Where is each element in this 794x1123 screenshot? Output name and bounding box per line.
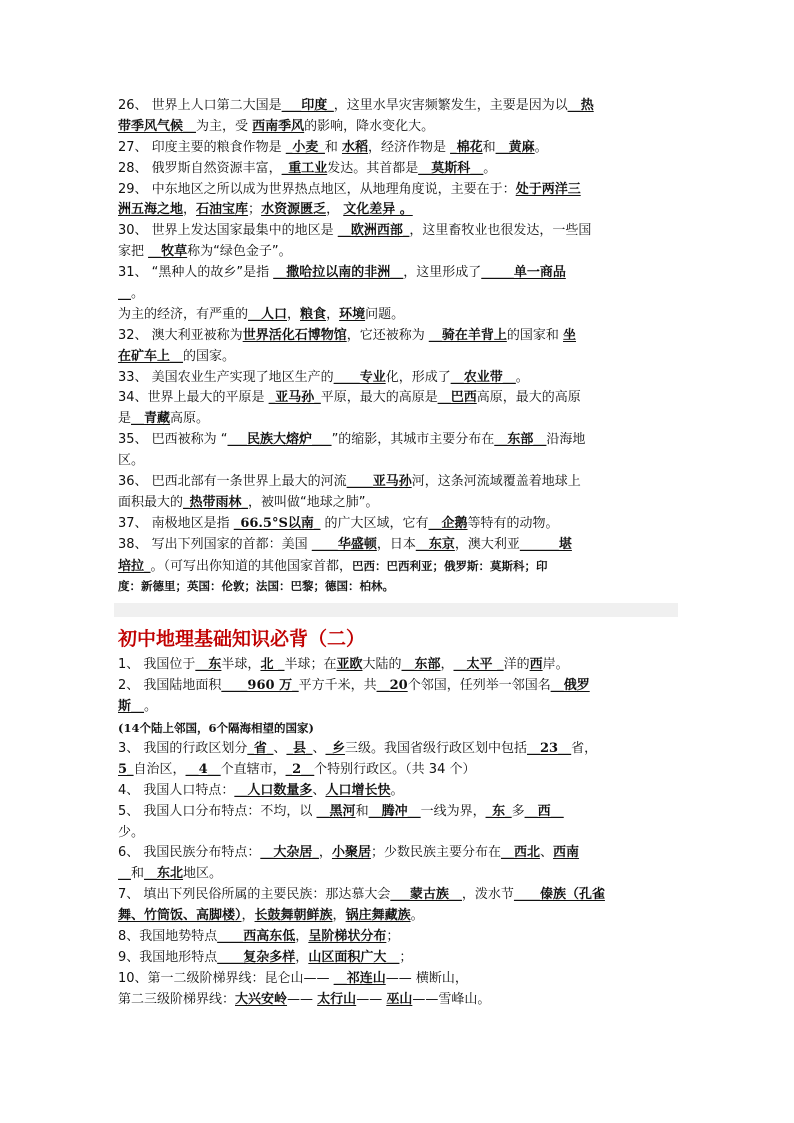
answer-text: 西南 bbox=[553, 845, 580, 861]
question-text: ， bbox=[183, 202, 197, 218]
answer-text: _重工业 bbox=[281, 160, 328, 176]
question-text: ”的缩影，其城市主要分布在 bbox=[331, 432, 495, 448]
answer-text: 小聚居 bbox=[331, 845, 371, 861]
question-text: 2、 我国陆地面积 bbox=[118, 678, 222, 694]
answer-text: 呈阶梯状分布 bbox=[308, 928, 387, 944]
text-line bbox=[118, 676, 674, 697]
question-text: 自治区， bbox=[133, 761, 186, 777]
note-text: 度：新德里；英国：伦敦；法国：巴黎；德国：柏林。 bbox=[118, 579, 394, 594]
text-line bbox=[118, 368, 674, 389]
question-text: 31、 “黑种人的故乡”是指 bbox=[118, 265, 274, 281]
text-line bbox=[118, 535, 674, 556]
text-line bbox=[118, 864, 674, 885]
question-text: 。（可写出你知道的其他国家首都， bbox=[150, 558, 353, 574]
question-text: ——雪峰山。 bbox=[412, 991, 491, 1007]
question-text: 为主，受 bbox=[196, 118, 253, 134]
text-line bbox=[118, 697, 674, 718]
answer-text: 大兴安岭 bbox=[235, 991, 288, 1007]
answer-text: 培拉_ bbox=[118, 558, 151, 574]
text-line bbox=[118, 284, 674, 305]
question-text: 3、 我国的行政区划分 bbox=[118, 740, 248, 756]
question-text: 区。 bbox=[118, 453, 145, 469]
question-text: ， bbox=[318, 845, 332, 861]
answer-text: _县_ bbox=[286, 740, 313, 756]
text-line bbox=[118, 430, 674, 451]
answer-text: 5_ bbox=[118, 761, 134, 777]
text-line bbox=[118, 263, 674, 284]
question-text: ， bbox=[440, 657, 454, 673]
question-text: 26、 世界上人口第二大国是 bbox=[118, 98, 282, 113]
answer-text: _乡 bbox=[325, 740, 345, 756]
question-text: 32、 澳大利亚被称为 bbox=[118, 327, 243, 343]
question-text: 多 bbox=[511, 803, 525, 819]
answer-text: __牧草 bbox=[148, 244, 188, 260]
answer-text: _小麦_ bbox=[285, 139, 325, 155]
text-line bbox=[118, 451, 674, 472]
answer-text: ____傣族（孔雀 bbox=[513, 887, 605, 903]
question-text: 沿海地 bbox=[546, 432, 586, 448]
answer-text: __23__ bbox=[527, 740, 572, 756]
question-text: 37、 南极地区是指 bbox=[118, 515, 234, 531]
question-text: 。 bbox=[131, 286, 145, 302]
question-text: 和 bbox=[324, 139, 342, 155]
question-text: 的国家和 bbox=[506, 327, 563, 343]
answer-text: 粮食 bbox=[300, 306, 327, 322]
answer-text: ___印度_ bbox=[281, 98, 334, 113]
section-heading: 初中地理基础知识必背（二） bbox=[118, 628, 366, 651]
question-text: 35、 巴西被称为 “ bbox=[118, 432, 228, 448]
question-text: 1、 我国位于 bbox=[118, 657, 196, 673]
answer-text: __黑河 bbox=[316, 803, 356, 819]
question-text: 一线为界， bbox=[420, 803, 486, 819]
text-line bbox=[118, 843, 674, 864]
answer-text: __热 bbox=[567, 98, 594, 113]
question-text: 高原。 bbox=[170, 411, 210, 427]
question-text: 称为“绿色金子”。 bbox=[187, 244, 292, 260]
answer-text: 带季风气候__ bbox=[118, 118, 197, 134]
answer-text: 坐 bbox=[563, 327, 577, 343]
answer-text: _亚马孙_ bbox=[268, 390, 321, 406]
question-text: 38、 写出下列国家的首都：美国 bbox=[118, 536, 312, 552]
question-text: ；少数民族主要分布在 bbox=[370, 845, 501, 861]
question-text: ，被叫做“地球之肺”。 bbox=[248, 494, 379, 510]
question-text: 。 bbox=[515, 369, 529, 385]
question-text: 29、 中东地区之所以成为世界热点地区，从地理角度说，主要在于： bbox=[118, 181, 516, 197]
text-line bbox=[118, 948, 674, 969]
answer-text: __青藏 bbox=[131, 411, 171, 427]
text-line bbox=[118, 493, 674, 514]
answer-text: __企鹅 bbox=[428, 515, 468, 531]
question-text: 个特别行政区。（共 34 个） bbox=[314, 761, 476, 777]
text-line bbox=[118, 117, 674, 138]
answer-text: __腾冲__ bbox=[368, 803, 421, 819]
answer-text: __莫斯科__ bbox=[418, 160, 484, 176]
question-text: 的影响，降水变化大。 bbox=[304, 118, 435, 134]
answer-text: 斯__ bbox=[118, 699, 145, 715]
answer-text: 巫山 bbox=[386, 991, 413, 1007]
question-text: 家把 bbox=[118, 244, 149, 260]
answer-text: _东_ bbox=[485, 803, 512, 819]
answer-text: __巴西 bbox=[437, 390, 477, 406]
text-line bbox=[118, 96, 674, 117]
question-text: 的国家。 bbox=[183, 348, 236, 364]
answer-text: _____单一商品 bbox=[481, 265, 566, 281]
answer-text: __东京 bbox=[415, 536, 455, 552]
question-text: 三级。我国省级行政区划中包括 bbox=[344, 740, 527, 756]
question-text: ，泼水节 bbox=[461, 887, 514, 903]
question-text: 。 bbox=[534, 139, 548, 155]
answer-text: __撒哈拉以南的非洲__ bbox=[273, 265, 404, 281]
question-text: 问题。 bbox=[365, 306, 405, 322]
question-text: ， bbox=[295, 949, 309, 965]
question-text: 、 bbox=[273, 740, 287, 756]
question-text: ， bbox=[326, 202, 344, 218]
answer-text: __人口 bbox=[248, 306, 288, 322]
question-text: —— bbox=[287, 991, 318, 1007]
question-text: ， bbox=[287, 306, 301, 322]
answer-text: _棉花 bbox=[450, 139, 483, 155]
text-line bbox=[118, 739, 674, 760]
question-text: ，日本 bbox=[376, 536, 416, 552]
question-text: 6、 我国民族分布特点： bbox=[118, 845, 261, 861]
question-text: 9、我国地形特点 bbox=[118, 949, 218, 965]
text-line bbox=[118, 885, 674, 906]
question-text: 和 bbox=[355, 803, 369, 819]
answer-text: __东 bbox=[195, 657, 222, 673]
answer-text: __ bbox=[118, 286, 131, 302]
question-text: ， bbox=[326, 306, 340, 322]
answer-text: ____亚马孙 bbox=[346, 474, 412, 490]
text-line bbox=[118, 802, 674, 823]
question-text: ，这里形成了 bbox=[403, 265, 482, 281]
part2-questions bbox=[118, 655, 674, 1010]
text-line bbox=[118, 472, 674, 493]
text-line bbox=[118, 221, 674, 242]
question-text: 、 bbox=[539, 845, 553, 861]
note-text: 巴西：巴西利亚；俄罗斯：莫斯科；印 bbox=[352, 558, 548, 573]
answer-text: __大杂居_ bbox=[260, 845, 319, 861]
answer-text: __黄麻 bbox=[495, 139, 535, 155]
question-text: 河，这条河流域覆盖着地球上 bbox=[411, 474, 581, 490]
answer-text: ___蒙古族__ bbox=[390, 887, 462, 903]
answer-text: 洲五海之地 bbox=[118, 202, 184, 218]
text-line bbox=[118, 159, 674, 180]
question-text: ， bbox=[241, 908, 255, 924]
text-line bbox=[118, 514, 674, 535]
question-text: 半球；在 bbox=[284, 657, 337, 673]
answer-text: 水资源匮乏 bbox=[261, 202, 327, 218]
answer-text: ____华盛顿 bbox=[311, 536, 377, 552]
question-text: 7、 填出下列民俗所属的主要民族：那达慕大会 bbox=[118, 887, 391, 903]
answer-text: ___民族大熔炉___ bbox=[227, 432, 332, 448]
question-text: 30、 世界上发达国家最集中的地区是 bbox=[118, 223, 338, 239]
question-text: ， bbox=[295, 928, 309, 944]
question-text: 高原，最大的高原 bbox=[476, 390, 581, 406]
question-text: 洋的 bbox=[503, 657, 530, 673]
answer-text: __ bbox=[118, 866, 131, 882]
question-text: ， bbox=[332, 908, 346, 924]
answer-text: 长鼓舞朝鲜族 bbox=[254, 908, 333, 924]
question-text: 。 bbox=[144, 699, 158, 715]
question-text: 半球， bbox=[221, 657, 261, 673]
text-line bbox=[118, 180, 674, 201]
answer-text: __俄罗 bbox=[550, 678, 590, 694]
question-text: 地区。 bbox=[183, 866, 223, 882]
answer-text: 人口增长快 bbox=[325, 782, 391, 798]
question-text: 少。 bbox=[118, 824, 145, 840]
question-text: 个邻国，任列举一邻国名 bbox=[407, 678, 551, 694]
question-text: —— 横断山， bbox=[385, 970, 468, 986]
question-text: ； bbox=[399, 949, 413, 965]
question-text: ，经济作物是 bbox=[367, 139, 451, 155]
text-line bbox=[118, 556, 674, 577]
question-text: 34、世界上最大的平原是 bbox=[118, 390, 269, 406]
answer-text: ____专业 bbox=[333, 369, 386, 385]
text-line bbox=[118, 655, 674, 676]
question-text: 平原，最大的高原是 bbox=[320, 390, 438, 406]
question-text: 是 bbox=[118, 411, 132, 427]
question-text: 36、 巴西北部有一条世界上最大的河流 bbox=[118, 474, 347, 490]
question-text: ，这里畜牧业也很发达，一些国 bbox=[409, 223, 592, 239]
part1-questions bbox=[118, 96, 674, 597]
question-text: 33、 美国农业生产实现了地区生产的 bbox=[118, 369, 334, 385]
question-text: 8、我国地势特点 bbox=[118, 928, 218, 944]
question-text: 等特有的动物。 bbox=[467, 515, 559, 531]
answer-text: __骑在羊背上 bbox=[428, 327, 507, 343]
question-text: 平方千米，共 bbox=[298, 678, 377, 694]
answer-text: 在矿车上__ bbox=[118, 348, 184, 364]
question-text: 岸。 bbox=[542, 657, 569, 673]
question-text: 、 bbox=[312, 782, 326, 798]
answer-text: __20 bbox=[376, 678, 408, 694]
question-text: 省， bbox=[571, 740, 598, 756]
answer-text: __东部 bbox=[401, 657, 441, 673]
answer-text: __祁连山 bbox=[333, 970, 386, 986]
answer-text: 锅庄舞藏族 bbox=[345, 908, 411, 924]
answer-text: 世界活化石博物馆 bbox=[242, 327, 347, 343]
answer-text: 舞、竹筒饭、高脚楼） bbox=[118, 908, 242, 924]
question-text: 。 bbox=[390, 782, 404, 798]
question-text: 大陆的 bbox=[362, 657, 402, 673]
question-text: 和 bbox=[131, 866, 145, 882]
text-line bbox=[118, 388, 674, 409]
question-text: 。 bbox=[483, 160, 497, 176]
question-text: —— bbox=[356, 991, 387, 1007]
answer-text: __农业带__ bbox=[450, 369, 516, 385]
answer-text: _66.5°S以南_ bbox=[233, 515, 321, 531]
question-text: 和 bbox=[482, 139, 496, 155]
question-text: 10、第一二级阶梯界线：昆仑山—— bbox=[118, 970, 334, 986]
question-text: 27、 印度主要的粮食作物是 bbox=[118, 139, 286, 155]
answer-text: 山区面积广大__ bbox=[308, 949, 400, 965]
question-text: 28、 俄罗斯自然资源丰富， bbox=[118, 160, 282, 176]
text-line bbox=[118, 781, 674, 802]
question-text: 。 bbox=[410, 908, 424, 924]
text-line bbox=[118, 927, 674, 948]
text-line bbox=[118, 990, 674, 1011]
text-line bbox=[118, 969, 674, 990]
answer-text: 西南季风 bbox=[252, 118, 305, 134]
answer-text: ____960 万_ bbox=[221, 678, 299, 694]
question-text: 发达。其首都是 bbox=[327, 160, 419, 176]
answer-text: 太行山 bbox=[317, 991, 357, 1007]
answer-text: _热带雨林_ bbox=[183, 494, 249, 510]
answer-text: 文化差异 。 bbox=[343, 202, 413, 218]
answer-text: 水稻 bbox=[341, 139, 368, 155]
question-text: 的广大区域，它有 bbox=[320, 515, 429, 531]
question-text: 第二三级阶梯界线： bbox=[118, 991, 236, 1007]
question-text: 个直辖市， bbox=[220, 761, 286, 777]
question-text: ； bbox=[248, 202, 262, 218]
answer-text: _省_ bbox=[247, 740, 274, 756]
answer-text: __太平 _ bbox=[453, 657, 504, 673]
question-text: 4、 我国人口特点： bbox=[118, 782, 235, 798]
section-divider bbox=[114, 603, 678, 617]
answer-text: ____复杂多样 bbox=[217, 949, 296, 965]
note-text: (14个陆上邻国，6个隔海相望的国家) bbox=[118, 721, 314, 736]
answer-text: ____西高东低 bbox=[217, 928, 296, 944]
answer-text: 西 bbox=[529, 657, 543, 673]
text-line bbox=[118, 347, 674, 368]
answer-text: __西__ bbox=[524, 803, 564, 819]
text-line bbox=[118, 823, 674, 844]
text-line bbox=[118, 200, 674, 221]
answer-text: _2__ bbox=[285, 761, 315, 777]
text-line bbox=[118, 326, 674, 347]
question-text: 为主的经济，有严重的 bbox=[118, 306, 249, 322]
question-text: ，它还被称为 bbox=[346, 327, 429, 343]
answer-text: ______堪 bbox=[519, 536, 572, 552]
text-line bbox=[118, 409, 674, 430]
text-line bbox=[118, 576, 674, 597]
question-text: ； bbox=[386, 928, 400, 944]
answer-text: 环境 bbox=[339, 306, 366, 322]
answer-text: __西北 bbox=[500, 845, 540, 861]
question-text: 、 bbox=[312, 740, 326, 756]
text-line bbox=[118, 138, 674, 159]
answer-text: 亚欧 bbox=[336, 657, 363, 673]
answer-text: __东部__ bbox=[494, 432, 547, 448]
document-page bbox=[118, 96, 674, 1011]
answer-text: 北 _ bbox=[260, 657, 285, 673]
question-text: ，这里水旱灾害频繁发生，主要是因为以 bbox=[333, 98, 568, 113]
question-text: ，澳大利亚 bbox=[454, 536, 520, 552]
question-text: 面积最大的 bbox=[118, 494, 184, 510]
answer-text: __欧洲西部_ bbox=[337, 223, 410, 239]
text-line bbox=[118, 305, 674, 326]
answer-text: 石油宝库 bbox=[196, 202, 249, 218]
question-text: 5、 我国人口分布特点：不均，以 bbox=[118, 803, 317, 819]
text-line bbox=[118, 242, 674, 263]
answer-text: 处于两洋三 bbox=[515, 181, 581, 197]
answer-text: __人口数量多 bbox=[234, 782, 313, 798]
answer-text: __4__ bbox=[185, 761, 221, 777]
text-line bbox=[118, 760, 674, 781]
text-line bbox=[118, 906, 674, 927]
answer-text: __东北 bbox=[144, 866, 184, 882]
text-line bbox=[118, 718, 674, 739]
question-text: 化，形成了 bbox=[385, 369, 451, 385]
